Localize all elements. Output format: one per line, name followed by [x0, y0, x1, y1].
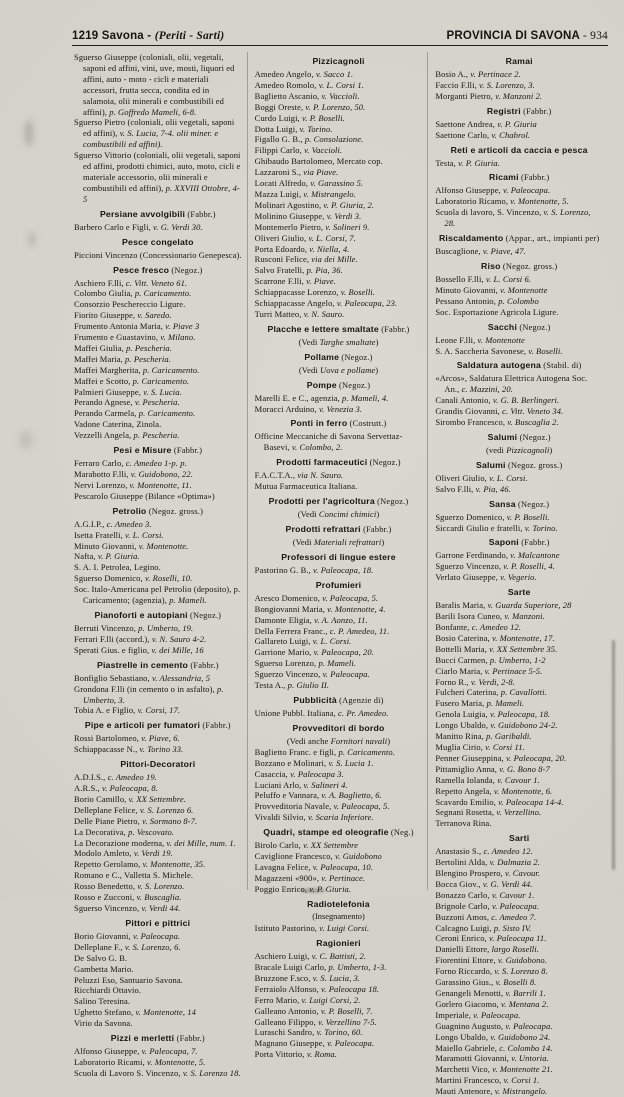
directory-entry: Frumento e Guastavino, v. Milano. — [74, 332, 196, 343]
directory-entry: Guagnino Augusto, v. Paleocapa. — [435, 1020, 553, 1031]
directory-entry: Repetto Gerolamo, v. Montenotte, 35. — [74, 859, 206, 870]
directory-entry: Canali Antonio, v. G. B. Berlingeri. — [435, 395, 560, 406]
directory-entry: Alfonso Giuseppe, v. Paleocapa, 7. — [74, 1046, 198, 1057]
directory-entry: Poggio Enrico, v. P. Giuria. — [254, 883, 352, 894]
directory-entry: Luciani Arlo, v. Salineri 4. — [254, 779, 348, 790]
directory-entry: Bruzzone F.sco, v. S. Lucia, 3. — [254, 972, 361, 983]
directory-entry: Sguerso Giuseppe (coloniali, olii, vegetali, saponi ed affini, vini, uve, mosti, liquori ed affini, auto - moto - cicli e materiali accessori, frutta secca, condita ed in salamoia, olii minerali e combustibili ed affini), p. Goffredo Mameli, 6-8. — [74, 52, 235, 117]
directory-entry: Sguerso Lorenzo, p. Mameli. — [254, 658, 357, 669]
directory-entry: Maffei Giulia, p. Pescheria. — [74, 342, 173, 353]
directory-entry: Garassino Gius., v. Boselli 8. — [435, 977, 537, 988]
directory-entry: Mazza Luigi, v. Mistrangelo. — [254, 188, 356, 199]
directory-column-3 — [427, 52, 608, 1097]
category-heading: Radiotelefonia — [307, 898, 370, 909]
directory-entry: Minuto Giovanni, v. Montenotte. — [74, 540, 189, 551]
directory-entry: Ferraiolo Alfonso, v. Paleocapa 18. — [254, 983, 380, 994]
directory-entry: Aschiero Luigi, v. C. Battisti, 2. — [254, 951, 367, 962]
directory-entry: Barbero Carlo e Figli, v. G. Verdi 30. — [74, 221, 203, 232]
directory-entry: Saettone Andrea, v. P. Giuria — [435, 118, 537, 129]
directory-entry: Magnano Giuseppe, v. Paleocapa. — [254, 1038, 375, 1049]
directory-entry: Salino Teresina. — [74, 996, 131, 1007]
category-heading: Riso (Negoz. gross.) — [481, 260, 558, 271]
directory-entry: Maffei e Scotto, p. Caricamento. — [74, 375, 190, 386]
category-heading: Professori di lingue estere — [281, 551, 396, 562]
directory-entry: Turri Matteo, v. N. Sauro. — [254, 308, 345, 319]
directory-entry: A.R.S., v. Paleocapa, 8. — [74, 783, 158, 794]
directory-entry: Manitto Rina, p. Garibaldi. — [435, 731, 532, 742]
directory-entry: Pittamiglio Anna, v. G. Bono 8-7 — [435, 763, 550, 774]
directory-entry: Terranova Rina. — [435, 818, 492, 829]
directory-entry: Garrone Ferdinando, v. Malcantone — [435, 550, 560, 561]
directory-entry: Garrione Mario, v. Paleocapa, 20. — [254, 647, 374, 658]
directory-entry: Morganti Pietro, v. Manzoni 2. — [435, 90, 543, 101]
directory-entry: Palmieri Giuseppe, v. S. Lucia. — [74, 386, 182, 397]
directory-entry: Gambetta Mario. — [74, 963, 134, 974]
directory-entry: Laboratorio Ricamo, v. Montenotte, 5. — [435, 196, 569, 207]
page-header — [72, 30, 608, 46]
directory-entry: La Decorazione moderna, v. dei Mille, num. 1. — [74, 837, 236, 848]
category-heading: Placche e lettere smaltate (Fabbr.) — [267, 323, 410, 334]
category-heading: Saponi (Fabbr.) — [488, 537, 550, 548]
directory-entry: Provveditoria Navale, v. Paleocapa, 5. — [254, 801, 390, 812]
directory-entry: Scarrone F.lli, v. Piave. — [254, 276, 336, 287]
directory-entry: Segnani Rosetta, v. Verzellino. — [435, 807, 542, 818]
directory-entry: Sguerzo Vincenzo, v. P. Roselli, 4. — [435, 561, 555, 572]
category-heading: Sacchi (Negoz.) — [487, 321, 551, 332]
directory-entry: Alfonso Giuseppe, v. Paleocapa. — [435, 185, 551, 196]
directory-entry: Ferraro Carlo, c. Amedeo 1-p. p. — [74, 458, 187, 469]
directory-entry: Virio da Savona. — [74, 1018, 133, 1029]
directory-entry: Amedeo Angelo, v. Sacco 1. — [254, 69, 354, 79]
directory-entry: Siccardi Giulio e fratelli, v. Torino. — [435, 522, 558, 533]
category-heading: Persiane avvolgibili (Fabbr.) — [99, 208, 216, 219]
category-heading: Registri (Fabbr.) — [486, 105, 552, 116]
category-heading: Prodotti per l'agricoltura (Negoz.) — [268, 496, 409, 507]
category-heading: Ramai — [505, 56, 533, 66]
directory-entry: Bozzano e Molinari, v. S. Lucia 1. — [254, 757, 374, 768]
directory-entry: Salvo Fratelli, p. Pia, 36. — [254, 265, 343, 276]
directory-entry: Caviglione Francesco, v. Guidobono — [254, 851, 382, 862]
directory-entry: Fiorentini Ettore, v. Guidobono. — [435, 955, 547, 966]
directory-entry: Porta Vittorio, v. Roma. — [254, 1049, 337, 1060]
section-range: (Periti - Sarti) — [154, 30, 225, 42]
directory-entry: Aschiero F.lli, c. Vitt. Veneto 61. — [74, 277, 188, 288]
directory-entry: Saettone Carlo, v. Chabrol. — [435, 129, 531, 140]
directory-entry: A.G.I.P., c. Amedeo 3. — [74, 518, 152, 529]
directory-entry: Lazzaroni S., via Piave. — [254, 167, 339, 178]
directory-entry: Frumento Antonia Maria, v. Piave 3 — [74, 321, 200, 332]
scan-artifact — [28, 232, 36, 246]
directory-entry: Aresco Domenico, v. Paleocapa, 5. — [254, 592, 379, 603]
directory-entry: Marabotto F.lli, v. Guidobono, 22. — [74, 469, 193, 479]
category-heading: Pizzi e merletti (Fabbr.) — [110, 1033, 205, 1044]
province-title: PROVINCIA DI SAVONA — [446, 30, 580, 42]
directory-entry: (Vedi Concimi chimici) — [297, 509, 380, 520]
directory-entry: Unione Pubbl. Italiana, c. Pr. Amedeo. — [254, 707, 389, 718]
category-heading: Prodotti refrattari (Fabbr.) — [285, 524, 392, 534]
directory-entry: Marelli E. e C., agenzia, p. Mameli, 4. — [254, 392, 389, 403]
directory-entry: Pessano Antonio, p. Colombo — [435, 295, 539, 306]
directory-entry: Delleplane Felice, v. S. Lorenzo 6. — [74, 804, 194, 815]
directory-entry: Leone F.lli, v. Montenotte — [435, 334, 525, 345]
directory-entry: Borio Giovanni, v. Paleocapa. — [74, 930, 181, 941]
directory-entry: Penner Giuseppina, v. Paleocapa, 20. — [435, 752, 567, 763]
directory-entry: «Arcos», Saldatura Elettrica Autogena Soc. An., c. Mazzini, 20. — [435, 373, 588, 395]
category-heading: Petrolio (Negoz. gross.) — [112, 505, 204, 516]
directory-entry: Molinari Agostino, v. P. Giuria, 2. — [254, 199, 375, 210]
directory-entry: Casaccia, v. Paleocapa 3. — [254, 768, 344, 779]
directory-entry: Verlato Giuseppe, v. Vegerio. — [435, 572, 537, 583]
directory-columns — [72, 52, 608, 1097]
directory-entry: Imperiale, v. Paleocapa. — [435, 1009, 521, 1020]
category-heading: Quadri, stampe ed oleografie (Neg.) — [263, 827, 414, 838]
category-heading: Reti e articoli da caccia e pesca — [450, 144, 588, 155]
directory-entry: Sguerso Vincenzo, v. Verdi 44. — [74, 903, 181, 913]
directory-entry: Tobia A. e Figlio, v. Corsi, 17. — [74, 705, 181, 716]
directory-entry: Curdo Luigi, v. P. Boselli. — [254, 112, 345, 123]
directory-entry: Bonfiglio Sebastiano, v. Alessandria, 5 — [74, 672, 211, 683]
directory-entry: Galleano Filippo, v. Verzellino 7-5. — [254, 1016, 377, 1027]
directory-entry: Baglietto Franc. e figli, p. Caricamento. — [254, 746, 395, 757]
page-number-right: - 934 — [583, 30, 608, 42]
directory-entry: S. A. I. Petrolea, Legino. — [74, 562, 161, 573]
directory-entry: Vivaldi Silvio, v. Scaria Inferiore. — [254, 812, 374, 823]
directory-entry: Locati Alfredo, v. Garassino 5. — [254, 178, 364, 189]
scan-artifact — [20, 430, 32, 450]
category-heading: Profumieri — [315, 579, 362, 590]
directory-entry: Grandis Giovanni, c. Vitt. Veneto 34. — [435, 406, 564, 417]
header-right — [447, 30, 608, 42]
category-heading: Pittori-Decoratori — [120, 759, 196, 770]
directory-entry: Dotta Luigi, v. Torino. — [254, 123, 333, 134]
directory-entry: Oliveri Giulio, v. L. Corsi. — [435, 472, 528, 483]
directory-entry: Lavagna Felice, v. Paleocapa, 10. — [254, 861, 374, 872]
directory-entry: Romano e C., Valletta S. Michele. — [74, 870, 194, 881]
directory-entry: Birolo Carlo, v. XX Settembre — [254, 840, 359, 851]
directory-entry: Pastorino G. B., v. Paleocapa, 18. — [254, 564, 374, 575]
category-heading: Provveditori di bordo — [292, 722, 385, 733]
directory-entry: Vezzelli Angela, p. Pescheria. — [74, 430, 180, 441]
directory-entry: Sperati Gius. e figlio, v. dei Mille, 16 — [74, 644, 204, 655]
directory-entry: Bosio Caterina, v. Montenotte, 17. — [435, 632, 555, 643]
directory-column-2 — [247, 52, 428, 1060]
directory-entry: A.D.I.S., c. Amedeo 19. — [74, 772, 157, 783]
directory-entry: Sguerso Vittorio (coloniali, olii vegetali, saponi ed affini, prodotti chimici, auto, moto, cicli e materiale accessorio, olii minerali e combustibili ed affini), p. XXVIII Ottobre, 4-5 — [74, 150, 241, 204]
directory-entry: Ciarlo Maria, v. Pertinace 5-5. — [435, 665, 543, 676]
directory-entry: Delle Piane Pietro, v. Sormano 8-7. — [74, 815, 198, 826]
directory-entry: Pescarolo Giuseppe (Bilance «Optima») — [74, 490, 215, 501]
directory-entry: Molinino Giuseppe, v. Verdi 3. — [254, 210, 362, 221]
directory-entry: Sguerso Domenico, v. Roselli, 10. — [74, 573, 193, 584]
directory-entry: Bocca Giov., v. G. Verdi 44. — [435, 878, 533, 889]
directory-entry: Martini Francesco, v. Corsi 1. — [435, 1075, 540, 1086]
directory-entry: Peluzzi Eso, Santuario Savona. — [74, 974, 183, 985]
directory-entry: Vadone Caterina, Zinola. — [74, 419, 162, 430]
category-heading: Ragionieri — [316, 938, 361, 949]
directory-entry: Marchetti Vico, v. Montenotte 21. — [435, 1064, 553, 1075]
category-heading: Salumi (Negoz.) — [487, 431, 551, 442]
directory-column-1 — [72, 52, 247, 1078]
directory-entry: Bottelli Maria, v. XX Settembre 35. — [435, 643, 558, 654]
directory-entry: Genola Luigia, v. Paleocapa, 18. — [435, 709, 551, 720]
directory-entry: Bosio A., v. Pertinace 2. — [435, 69, 521, 79]
category-heading: Pizzicagnoli — [312, 56, 365, 66]
directory-entry: Ferro Mario, v. Luigi Corsi, 2. — [254, 994, 361, 1005]
category-heading: Ricami (Fabbr.) — [489, 172, 550, 183]
category-heading: Pipe e articoli per fumatori (Fabbr.) — [84, 720, 231, 731]
category-heading: Pubblicità (Agenzie di) — [293, 694, 384, 705]
header-left — [72, 30, 224, 42]
directory-entry: Forno R., v. Verdi, 2-8. — [435, 676, 515, 687]
directory-entry: Fulcheri Caterina, p. Cavallotti. — [435, 687, 547, 698]
directory-entry: Sguerso Pietro (coloniali, olii vegetali, saponi ed affini), v. S. Lucia, 7-4. olii miner. e combustibili ed affini). — [74, 117, 235, 150]
directory-entry: Ughetto Stefano, v. Montenotte, 14 — [74, 1007, 196, 1018]
directory-entry: Ferrari F.lli (accord.), v. N. Sauro 4-2. — [74, 633, 207, 644]
directory-entry: Danielli Ettore, largo Roselli. — [435, 944, 539, 955]
directory-entry: Rossi Bartolomeo, v. Piave, 6. — [74, 733, 180, 744]
category-heading: Saldatura autogena (Stabil. di) — [456, 360, 582, 371]
category-heading: Pittori e pittrici — [125, 917, 191, 928]
directory-entry: Muglia Cirio, v. Corsi 11. — [435, 741, 525, 752]
category-heading: Piastrelle in cemento (Fabbr.) — [96, 659, 219, 670]
directory-entry: Istituto Pastorino, v. Luigi Corsi. — [254, 923, 370, 934]
directory-entry: Mauti Antenore, v. Mistrangelo. — [435, 1086, 548, 1097]
directory-entry: Blengino Prospero, v. Cavour. — [435, 868, 541, 879]
directory-entry: (Vedi anche Fornitori navali) — [286, 735, 391, 746]
directory-entry: Minuto Giovanni, v. Montenotte — [435, 284, 548, 295]
directory-entry: Peluffo e Vannara, v. A. Baglietto, 6. — [254, 790, 382, 801]
category-heading: Pesce congelato — [122, 236, 194, 247]
directory-entry: Berruti Vincenzo, p. Umberto, 19. — [74, 622, 194, 633]
directory-entry: S. A. Saccheria Savonese, v. Boselli. — [435, 345, 563, 356]
directory-entry: Longo Ubaldo, v. Guidobono 24-2. — [435, 720, 558, 731]
directory-entry: Bertolini Alda, v. Dalmazia 2. — [435, 857, 540, 868]
directory-entry: Baralis Maria, v. Guarda Superiore, 28 — [435, 600, 572, 611]
directory-entry: Schiappacasse Lorenzo, v. Boselli. — [254, 287, 375, 298]
directory-entry: Schiappacasse N., v. Torino 33. — [74, 744, 184, 755]
directory-entry: Magazzeni «900», v. Pertinace. — [254, 872, 366, 883]
directory-entry: Bongiovanni Maria, v. Montenotte, 4. — [254, 603, 386, 614]
directory-entry: F.A.C.T.A., via N. Sauro. — [254, 470, 344, 481]
scan-artifact — [24, 120, 34, 146]
directory-entry: Buscaglione, v. Piave, 47. — [435, 246, 526, 257]
directory-entry: Grondona F.lli (in cemento o in asfalto), p. Umberto, 3. — [74, 683, 224, 705]
directory-entry: Scuola di lavoro, S. Vincenzo, v. S. Lorenzo, 28. — [435, 207, 591, 229]
category-heading: Salumi (Negoz. gross.) — [475, 459, 563, 470]
directory-entry: (Vedi Uova e pollame) — [298, 364, 379, 375]
directory-entry: Oliveri Giulio, v. L. Corsi, 7. — [254, 232, 356, 243]
directory-entry: Perando Agnese, v. Pescheria. — [74, 397, 180, 408]
category-heading: Sarti — [509, 833, 530, 844]
directory-entry: Longo Ubaldo, v. Guidobono 24. — [435, 1031, 551, 1042]
directory-entry: Fiorito Giuseppe, v. Saredo. — [74, 310, 172, 321]
directory-entry: Modolo Amleto, v. Verdi 19. — [74, 848, 173, 859]
category-heading: Riscaldamento (Appar., art., impianti per) — [438, 233, 600, 244]
directory-entry: Borio Camillo, v. XX Settembre. — [74, 793, 186, 804]
directory-entry: Porta Edoardo, v. Niella, 4. — [254, 243, 350, 254]
directory-entry: Galleano Antonio, v. P. Boselli, 7. — [254, 1005, 373, 1016]
directory-entry: Laboratorio Ricami, v. Montenotte, 5. — [74, 1056, 206, 1067]
directory-entry: Rosso Benedetto, v. S. Lorenzo. — [74, 881, 185, 892]
category-heading: Pesce fresco (Negoz.) — [113, 264, 203, 275]
directory-entry: Maramotti Giovanni, v. Untoria. — [435, 1053, 549, 1064]
directory-entry: (Vedi Materiali refrattari) — [292, 537, 385, 547]
directory-entry: (vedi Pizzicagnoli) — [485, 444, 553, 455]
directory-entry: Rusconi Felice, via dei Mille. — [254, 254, 358, 265]
directory-entry: Bonazzo Carlo, v. Cavour 1. — [435, 889, 535, 900]
directory-entry: Delleplane F., v. S. Lorenzo, 6. — [74, 941, 181, 952]
category-heading: Pompe (Negoz.) — [306, 379, 371, 390]
directory-entry: Sirombo Francesco, v. Buscaglia 2. — [435, 417, 559, 428]
directory-entry: Amedeo Romolo, v. L. Corsi 1. — [254, 79, 364, 90]
category-heading: Sarte — [507, 587, 531, 598]
directory-entry: Barili Isora Cuneo, v. Manzoni. — [435, 611, 545, 622]
directory-entry: Sguerzo Domenico, v. P. Boselli. — [435, 511, 550, 522]
directory-entry: Fusero Maria, p. Mameli. — [435, 698, 525, 709]
directory-entry: Perando Carmela, p. Caricamento. — [74, 408, 196, 419]
directory-entry: Baglietto Ascanio, v. Vaccioli. — [254, 90, 360, 101]
directory-entry: Moracci Arduino, v. Venezia 3. — [254, 403, 363, 414]
directory-entry: Gallareto Luigi, v. L. Corsi. — [254, 636, 352, 647]
directory-entry: Ghibaudo Bartolomeo, Mercato cop. — [254, 156, 383, 167]
directory-entry: Ricchiardi Ottavio. — [74, 985, 142, 996]
page-number-left: 1219 — [72, 30, 99, 42]
directory-entry: Isetta Fratelli, v. L. Corsi. — [74, 529, 164, 540]
directory-entry: Filippi Carlo, v. Vaccioli. — [254, 145, 343, 156]
directory-entry: Calcagno Luigi, p. Sisto IV. — [435, 922, 532, 933]
directory-entry: Faccio F.lli, v. S. Lorenzo, 3. — [435, 79, 535, 90]
category-heading: Sansa (Negoz.) — [489, 498, 550, 509]
directory-entry: Maffei Maria, p. Pescheria. — [74, 353, 171, 364]
directory-entry: La Decorativa, p. Vescovato. — [74, 826, 175, 837]
directory-entry: De Salvo G. B. — [74, 952, 128, 963]
directory-entry: Testa, v. P. Giuria. — [435, 157, 500, 168]
directory-entry: Anastasio S., c. Amedeo 12. — [435, 846, 533, 857]
directory-entry: Ceroni Enrico, v. Paleocapa 11. — [435, 933, 547, 944]
directory-entry: Testa A., p. Giulio II. — [254, 680, 330, 691]
directory-entry: Nervi Lorenzo, v. Montenotte, 11. — [74, 479, 192, 490]
directory-entry: Consorzio Peschereccio Ligure. — [74, 299, 186, 310]
directory-entry: Schiappacasse Angelo, v. Paleocapa, 23. — [254, 298, 398, 309]
scan-artifact — [612, 640, 615, 870]
directory-entry: Nafta, v. P. Giuria. — [74, 551, 140, 562]
directory-entry: Bossello F.lli, v. L. Corsi 6. — [435, 273, 532, 284]
directory-entry: Officine Meccaniche di Savona Servettaz-Basevi, v. Colombo, 2. — [254, 431, 403, 453]
directory-entry: Soc. Italo-Americana pel Petrolio (deposito), p. Caricamento; (agenzia), p. Mameli. — [74, 584, 241, 606]
directory-entry: Repetto Angela, v. Montenotte, 6. — [435, 785, 553, 796]
directory-entry: Ramella Iolanda, v. Cavour 1. — [435, 774, 540, 785]
directory-entry: Luraschi Sandro, v. Torino, 60. — [254, 1027, 363, 1038]
directory-entry: Gorlero Giacomo, v. Mentana 2. — [435, 998, 549, 1009]
directory-entry: Scuola di Lavoro S. Vincenzo, v. S. Lorenzo 18. — [74, 1067, 241, 1078]
directory-entry: Maiello Gabriele, c. Colombo 14. — [435, 1042, 553, 1053]
directory-entry: Colombo Giulia, p. Caricamento. — [74, 288, 192, 299]
category-heading: Pianoforti e autopiani (Negoz.) — [94, 609, 222, 620]
directory-entry: Brignole Carlo, v. Paleocapa. — [435, 900, 540, 911]
directory-entry: Boggi Oreste, v. P. Lorenzo, 50. — [254, 101, 366, 112]
directory-entry: Figallo G. B., p. Consolazione. — [254, 134, 364, 145]
directory-entry: (Vedi Targhe smaltate) — [298, 336, 379, 347]
directory-entry: Forno Riccardo, v. S. Lorenzo 8. — [435, 966, 548, 977]
directory-entry: Buzzoni Amos, c. Amedeo 7. — [435, 911, 537, 922]
directory-entry: Bracale Luigi Carlo, p. Umberto, 1-3. — [254, 961, 387, 972]
directory-entry: Montemerlo Pietro, v. Solineri 9. — [254, 221, 370, 232]
directory-entry: Rosso e Zucconi, v. Buscaglia. — [74, 892, 182, 903]
directory-entry: Soc. Esportazione Agricola Ligure. — [435, 306, 559, 317]
category-heading: Pollame (Negoz.) — [304, 351, 373, 362]
category-qualifier: (Insegnamento) — [312, 911, 365, 921]
directory-entry: Piccioni Vincenzo (Concessionario Genepesca). — [74, 249, 242, 260]
directory-entry: Scavardo Emilio, v. Paleocapa 14-4. — [435, 796, 564, 807]
directory-entry: Mutua Farmaceutica Italiana. — [254, 481, 358, 492]
section-title: Savona - — [101, 30, 152, 42]
directory-entry: Sguerzo Vincenzo, v. Paleocapa. — [254, 669, 370, 680]
category-heading: Pesi e Misure (Fabbr.) — [113, 445, 203, 456]
category-heading: Ponti in ferro (Costrutt.) — [290, 418, 387, 429]
directory-entry: Della Ferrera Franc., c. P. Amedeo, 11. — [254, 625, 390, 636]
directory-entry: Maffei Margherita, p. Caricamento. — [74, 364, 200, 375]
category-heading: Prodotti farmaceutici (Negoz.) — [276, 457, 401, 468]
directory-entry: Bucci Carmen, p. Umberto, 1-2 — [435, 654, 546, 665]
directory-entry: Damonte Eligia, v. A. Aonzo, 11. — [254, 614, 368, 625]
directory-entry: Salvo F.lli, v. Pia, 46. — [435, 483, 511, 494]
directory-entry: Genangeli Menotti, v. Barrili 1. — [435, 988, 546, 998]
directory-entry: Bonfante, c. Amedeo 12. — [435, 622, 522, 632]
